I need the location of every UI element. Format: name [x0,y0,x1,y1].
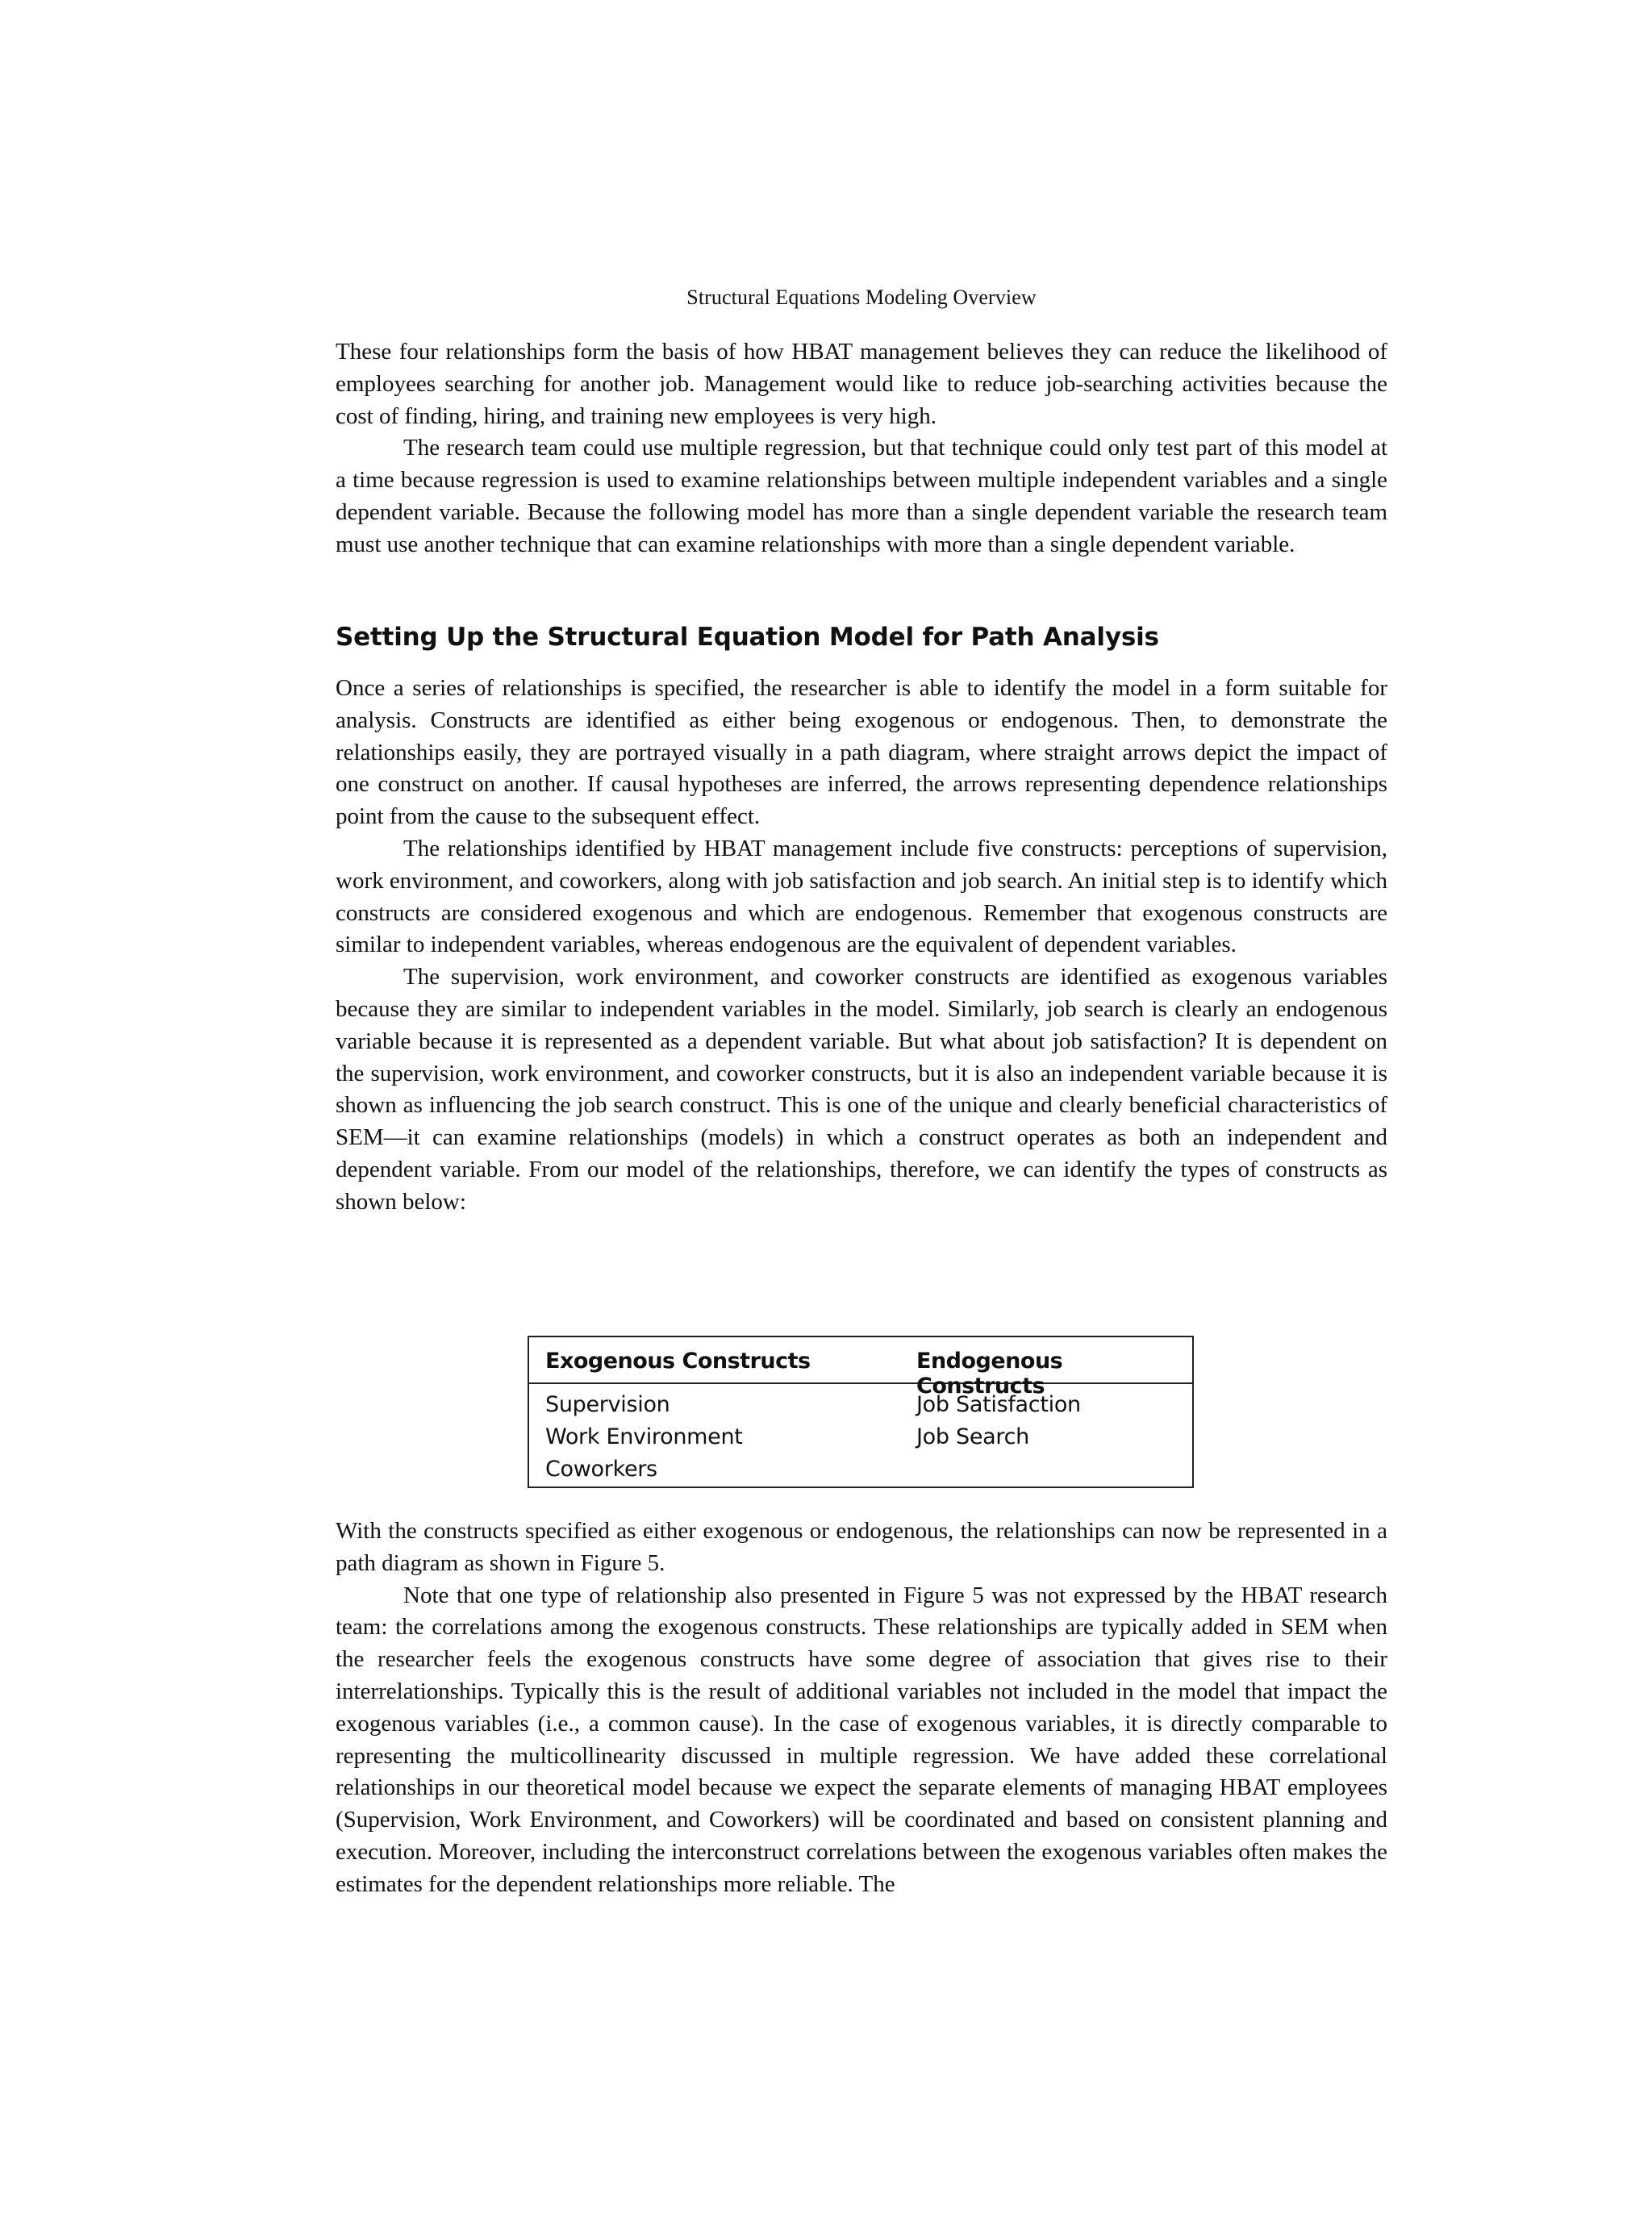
after-table-block [336,1516,1387,1901]
intro-paragraph-1: These four relationships form the basis of how HBAT management believes they can reduce the likelihood of employees searching for another job. Management would like to reduce job-searching activities because the cost of finding, hiring, and training new employees is very high. [336,339,1387,429]
table-cell: Job Search [916,1424,1029,1449]
table-row [529,1457,1192,1489]
table-row [529,1392,1192,1424]
header-endogenous: Endogenous Constructs [916,1349,1063,1399]
constructs-table [528,1336,1194,1488]
table-cell: Job Satisfaction [916,1392,1081,1417]
section-body [336,673,1387,1219]
section-paragraph-3: The supervision, work environment, and coworker constructs are identified as exogenous variables because they are similar to independent variables in the model. Similarly, job search is clearly an endogenous variable because it is represented as a dependent variable. But what about job satisfaction? It is dependent on the supervision, work environment, and coworker constructs, but it is also an independent variable because it is shown as influencing the job search construct. This is one of the unique and clearly beneficial characteristics of SEM—it can examine relationships (models) in which a construct operates as both an independent and dependent variable. From our model of the relationships, therefore, we can identify the types of constructs as shown below: [336,964,1387,1215]
after-table-paragraph-2: Note that one type of relationship also presented in Figure 5 was not expressed by the HBAT research team: the correlations among the exogenous constructs. These relationships are typically added in SEM when the researcher feels the exogenous constructs have some degree of association that gives rise to their interrelationships. Typically this is the result of additional variables not included in the model that impact the exogenous variables (i.e., a common cause). In the case of exogenous variables, it is directly comparable to representing the multicollinearity discussed in multiple regression. We have added these correlational relationships in our theoretical model because we expect the separate elements of managing HBAT employees (Supervision, Work Environment, and Coworkers) will be coordinated and based on consistent planning and execution. Moreover, including the interconstruct correlations between the exogenous variables often makes the estimates for the dependent relationships more reliable. The [336,1582,1387,1897]
table-header [529,1337,1192,1399]
table-cell: Work Environment [545,1424,743,1449]
table-cell: Supervision [545,1392,670,1417]
section-paragraph-1: Once a series of relationships is specified, the researcher is able to identify the model in a form suitable for analysis. Constructs are identified as either being exogenous or endogenous. Then, to demonstrate the relationships easily, they are portrayed visually in a path diagram, where straight arrows depict the impact of one construct on another. If causal hypotheses are inferred, the arrows representing dependence relationships point from the cause to the subsequent effect. [336,675,1387,830]
intro-paragraph-2: The research team could use multiple regression, but that technique could only test part of this model at a time because regression is used to examine relationships between multiple independent variables and a single dependent variable. Because the following model has more than a single dependent variable the research team must use another technique that can examine relationships with more than a single dependent variable. [336,435,1387,557]
section-paragraph-2: The relationships identified by HBAT management include five constructs: perceptions of supervision, work environment, and coworkers, along with job satisfaction and job search. An initial step is to identify which constructs are considered exogenous and which are endogenous. Remember that exogenous constructs are similar to independent variables, whereas endogenous are the equivalent of dependent variables. [336,835,1387,958]
intro-block [336,336,1387,561]
section-heading: Setting Up the Structural Equation Model for Path Analysis [336,623,1159,652]
table-row [529,1424,1192,1457]
after-table-paragraph-1: With the constructs specified as either exogenous or endogenous, the relationships can now be represented in a path diagram as shown in Figure 5. [336,1518,1387,1576]
running-head: Structural Equations Modeling Overview [686,286,1037,309]
header-exogenous: Exogenous Constructs [545,1349,811,1374]
table-cell: Coworkers [545,1457,657,1482]
